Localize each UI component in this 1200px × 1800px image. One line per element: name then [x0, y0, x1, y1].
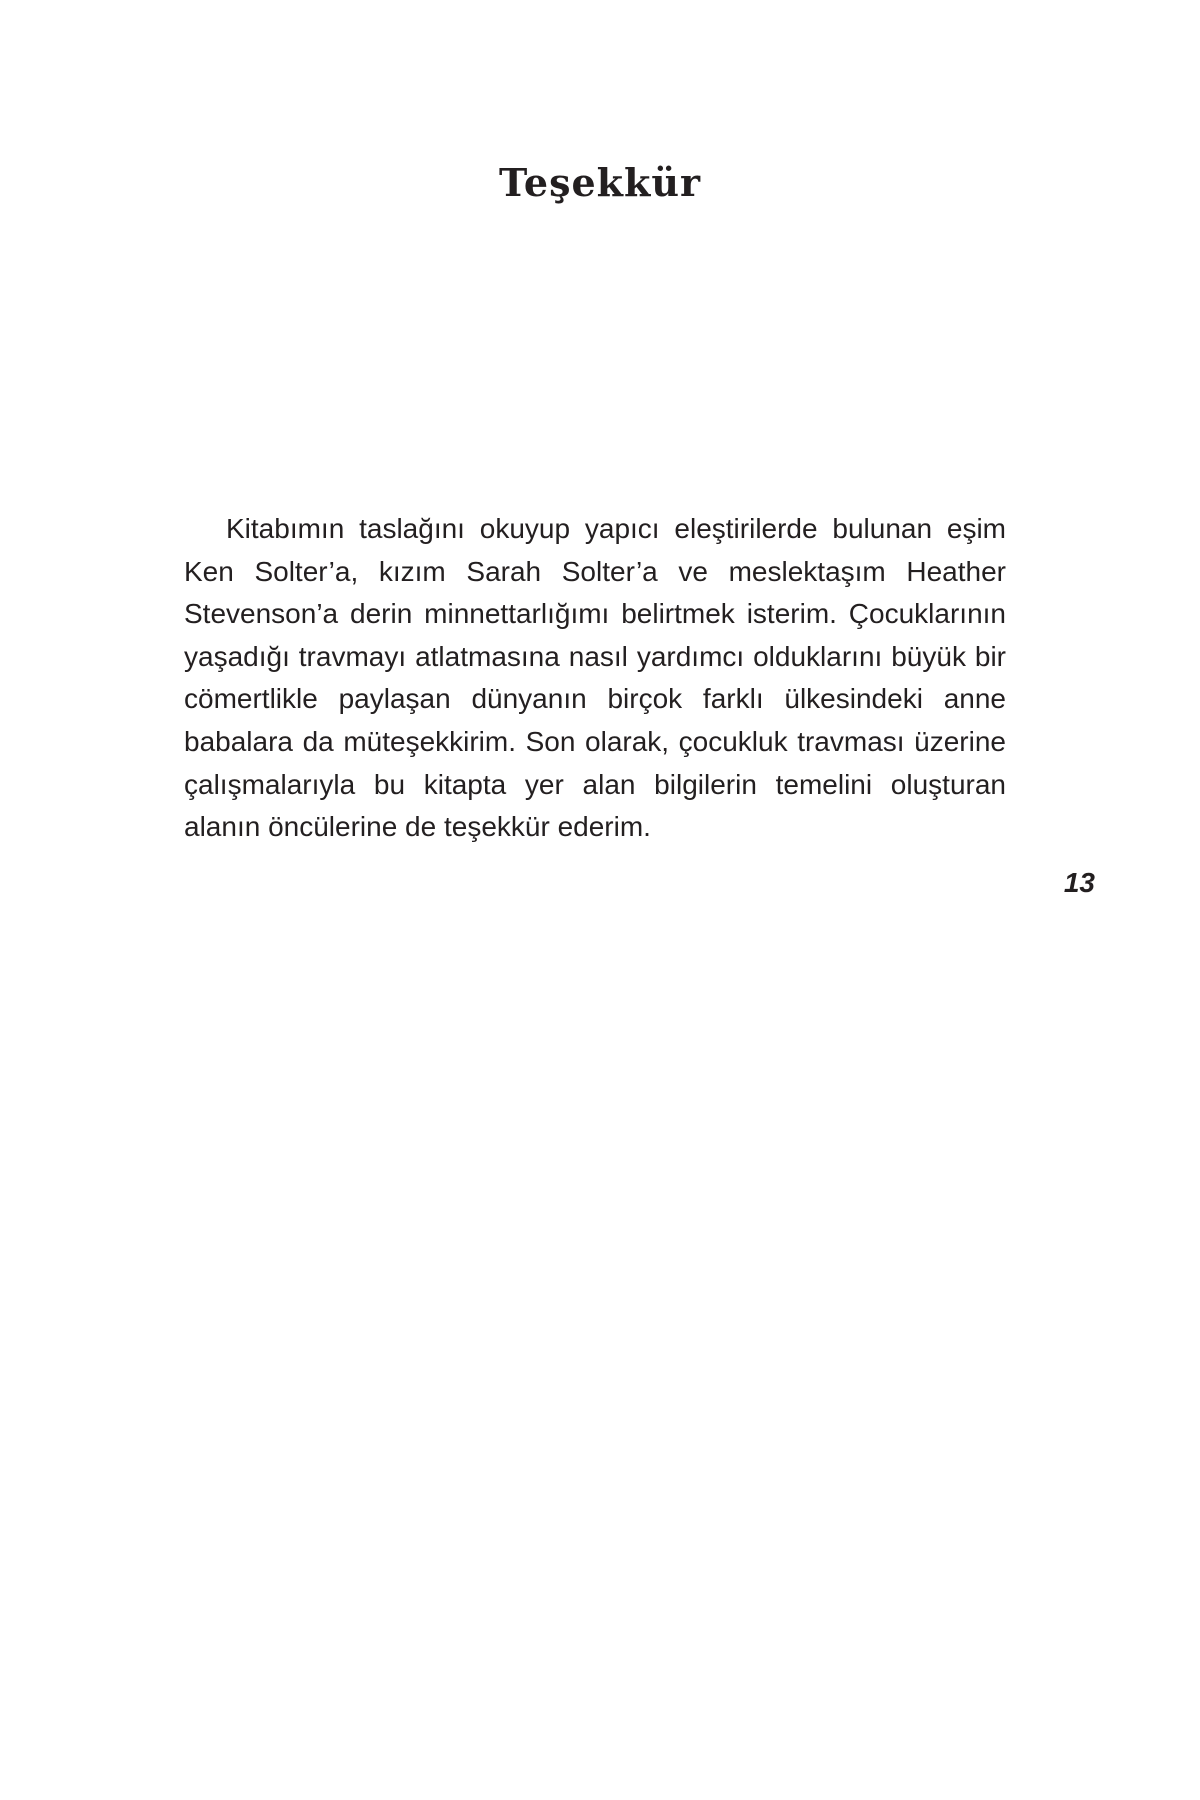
page-title: Teşekkür	[499, 160, 701, 205]
acknowledgement-paragraph: Kitabımın taslağını okuyup yapıcı eleştirilerde bulunan eşim Ken Solter’a, kızım Sarah Solter’a ve meslektaşım Heather Stevenson’a derin minnettarlığımı belirtmek isterim. Çocuklarının yaşadığı travmayı atlatmasına nasıl yardımcı olduklarını büyük bir cömertlikle paylaşan dünyanın birçok farklı ülkesindeki anne babalara da müteşekkirim. Son olarak, çocukluk travması üzerine çalışmalarıyla bu kitapta yer alan bilgilerin temelini oluşturan alanın öncülerine de teşekkür ederim.	[184, 513, 1006, 843]
page-number: 13	[1063, 867, 1095, 898]
